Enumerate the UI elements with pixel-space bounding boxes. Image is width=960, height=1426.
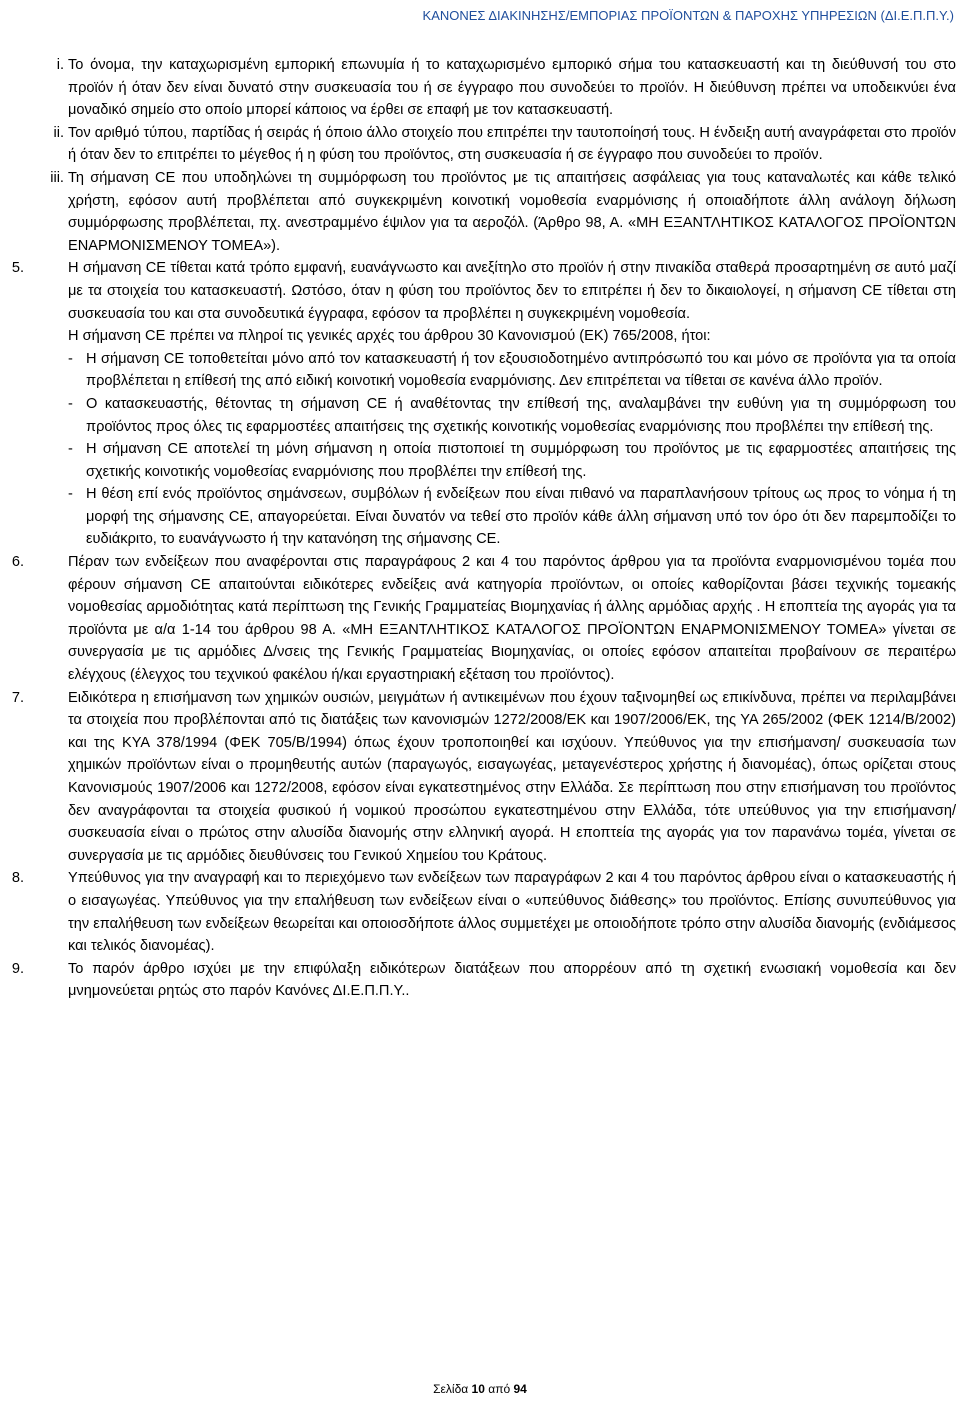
roman-text: Τη σήμανση CE που υποδηλώνει τη συμμόρφωση του προϊόντος με τις απαιτήσεις ασφάλειας για τους καταναλωτές και κάθε τελικό χρήστη, εφόσον αυτή προβλέπεται από συγκεκριμένη κοινοτική νομοθεσία εναρμόνισης ή οποιαδήποτε άλλη ανάλογη δήλωση συμμόρφωσης προβλέπεται, πχ. ανεστραμμένο έψιλον για τα αεροζόλ. (Άρθρο 98, Α. «ΜΗ ΕΞΑΝΤΛΗΤΙΚΟΣ ΚΑΤΑΛΟΓΟΣ ΠΡΟΪΟΝΤΩΝ ΕΝΑΡΜΟΝΙΣΜΕΝΟΥ ΤΟΜΕΑ»). (68, 169, 956, 254)
bullet-text: Η σήμανση CE αποτελεί τη μόνη σήμανση η οποία πιστοποιεί τη συμμόρφωση του προϊόντος με τις εφαρμοστέες απαιτήσεις της σχετικής κοινοτικής νομοθεσίας εναρμόνισης που προβλέπει την επίθεσή της. (86, 441, 956, 480)
item-text: Το παρόν άρθρο ισχύει με την επιφύλαξη ειδικότερων διατάξεων που απορρέουν από τη σχετική ενωσιακή νομοθεσία και δεν μνημονεύεται ρητώς στο παρόν Κανόνες ΔΙ.Ε.Π.Π.Υ.. (68, 960, 956, 1000)
roman-item (38, 54, 956, 122)
bullet-item (38, 438, 956, 483)
item-number: 8. (11, 870, 24, 887)
bullet-item (38, 483, 956, 551)
roman-label: i. (56, 57, 64, 73)
dash-marker: - (68, 441, 73, 458)
document-header (0, 8, 960, 23)
header-title: ΚΑΝΟΝΕΣ ΔΙΑΚΙΝΗΣΗΣ/ΕΜΠΟΡΙΑΣ ΠΡΟΪΟΝΤΩΝ & ΠΑΡΟΧΗΣ ΥΠΗΡΕΣΙΩΝ (ΔΙ.Ε.Π.Π.Υ.) (422, 8, 954, 23)
bullet-item (38, 393, 956, 438)
dash-marker: - (68, 350, 73, 367)
page-total: 94 (513, 1382, 527, 1396)
numbered-item-7 (11, 687, 956, 868)
item-number: 9. (11, 960, 24, 977)
item-text: Ειδικότερα η επισήμανση των χημικών ουσιών, μειγμάτων ή αντικειμένων που έχουν ταξινομηθεί ως επικίνδυνα, πρέπει να περιλαμβάνει τα στοιχεία που προβλέπονται από τις διατάξεις των κανονισμών 1272/2008/ΕΚ και 1907/2006/ΕΚ, της ΥΑ 265/2002 (ΦΕΚ 1214/Β/2002) και της ΚΥΑ 378/1994 (ΦΕΚ 705/Β/1994) όπως έχουν τροποποιηθεί και ισχύουν. Υπεύθυνος για την επισήμανση/ συσκευασία των χημικών προϊόντων είναι ο προμηθευτής αυτών (παραγωγός, εισαγωγέας, μεταγενέστερος χρήστης ή διανομέας), όπως ορίζεται στους Κανονισμούς 1907/2006 και 1272/2008, εφόσον είναι εγκατεστημένος στην Ελλάδα. Σε περίπτωση που στην επισήμανση του προϊόντος δεν αναγράφονται τα στοιχεία φυσικού ή νομικού προσώπου εγκατεστημένου στην Ελλάδα, τότε υπεύθυνος για την επισήμανση/συσκευασία είναι ο πρώτος στην αλυσίδα διανομής στην ελληνική αγορά. Η εποπτεία της αγοράς για τον παρανάνω τομέα, γίνεται σε συνεργασία με τις αρμόδιες διευθύνσεις του Γενικού Χημείου του Κράτους. (68, 689, 956, 864)
roman-label: iii. (50, 169, 64, 186)
bullet-item (38, 348, 956, 393)
item-number: 6. (11, 554, 24, 571)
bullet-text: Η θέση επί ενός προϊόντος σημάνσεων, συμβόλων ή ενδείξεων που είναι πιθανό να παραπλανήσουν τρίτους ως προς το νόημα ή τη μορφή της σήμανσης CE, απαγορεύεται. Είναι δυνατόν να τεθεί στο προϊόν κάθε άλλη σήμανση υπό τον όρο ότι δεν παρεμποδίζει το ευδιάκριτο, το ευανάγνωστο ή την κατανόηση της σήμανσης CE. (86, 486, 956, 548)
roman-text: Το όνομα, την καταχωρισμένη εμπορική επωνυμία ή το καταχωρισμένο εμπορικό σήμα του κατασκευαστή και τη διεύθυνσή του στο προϊόν ή όταν δεν είναι δυνατό στην συσκευασία του ή σε έγγραφο που συνοδεύει το προϊόν. Η διεύθυνση πρέπει να υποδεικνύει ένα μοναδικό σημείο στο οποίο μπορεί κάποιος να έρθει σε επαφή με τον κατασκευαστή. (68, 57, 956, 119)
item-text: Πέραν των ενδείξεων που αναφέρονται στις παραγράφους 2 και 4 του παρόντος άρθρου για τα προϊόντα εναρμονισμένου τομέα που φέρουν σήμανση CE απαιτούνται ειδικότερες ενδείξεις ανά κατηγορία προϊόντων, οι οποίες καθορίζονται βάσει τεχνικής τομεακής νομοθεσίας αρμοδιότητας κατά περίπτωση της Γενικής Γραμματείας Βιομηχανίας ή άλλης αρμόδιας αρχής . Η εποπτεία της αγοράς για τα προϊόντα με α/α 1-14 του άρθρου 98 Α. «ΜΗ ΕΞΑΝΤΛΗΤΙΚΟΣ ΚΑΤΑΛΟΓΟΣ ΠΡΟΪΟΝΤΩΝ ΕΝΑΡΜΟΝΙΣΜΕΝΟΥ ΤΟΜΕΑ» γίνεται σε συνεργασία με τις αρμόδιες Δ/νσεις της Γενικής Γραμματείας Βιομηχανίας, οι οποίες εφόσον απαιτείται προβαίνουν σε περαιτέρω ελέγχους (έλεγχος του τεχνικού φακέλου ή/και εργαστηριακή εξέταση του προϊόντος). (68, 554, 956, 684)
roman-label: ii. (53, 124, 64, 141)
numbered-item-5 (11, 257, 956, 325)
item-number: 7. (11, 689, 24, 706)
roman-item (38, 122, 956, 167)
page-footer (0, 1382, 960, 1396)
dash-marker: - (68, 395, 73, 412)
page-number: 10 (471, 1382, 485, 1396)
roman-item (38, 167, 956, 257)
numbered-item-9 (11, 958, 956, 1003)
item-text: Η σήμανση CE τίθεται κατά τρόπο εμφανή, ευανάγνωστο και ανεξίτηλο στο προϊόν ή στην πινακίδα σταθερά προσαρτημένη σε αυτό μαζί με τα στοιχεία του κατασκευαστή. Ωστόσο, όταν η φύση του προϊόντος δεν το επιτρέπει ή δεν το δικαιολογεί, η σήμανση CE τίθεται στη συσκευασία του και στα συνοδευτικά έγγραφα, εφόσον τα προβλέπει η συγκεκριμένη νομοθεσία. (68, 260, 956, 322)
footer-middle: από (488, 1382, 511, 1396)
roman-text: Τον αριθμό τύπου, παρτίδας ή σειράς ή όποιο άλλο στοιχείο που επιτρέπει την ταυτοποίησή τους. Η ένδειξη αυτή αναγράφεται στο προϊόν ή όταν δεν το επιτρέπει το μέγεθος ή η φύση του προϊόντος, στη συσκευασία ή σε έγγραφο που συνοδεύει το προϊόν. (68, 124, 956, 164)
document-body (11, 54, 956, 1003)
intro-text: Η σήμανση CE πρέπει να πληροί τις γενικές αρχές του άρθρου 30 Κανονισμού (ΕΚ) 765/2008, ήτοι: (68, 328, 711, 345)
numbered-item-6 (11, 551, 956, 687)
item-text: Υπεύθυνος για την αναγραφή και το περιεχόμενο των ενδείξεων των παραγράφων 2 και 4 του παρόντος άρθρου είναι ο κατασκευαστής ή ο εισαγωγέας. Υπεύθυνος για την επαλήθευση των ενδείξεων είναι ο «υπεύθυνος διάθεσης» του προϊόντος. Επίσης συνυπεύθυνος για την επαλήθευση των ενδείξεων θεωρείται και οποιοσδήποτε άλλος συμμετέχει με οποιοδήποτε τρόπο στην αλυσίδα διανομής (ενδιάμεσος και τελικός διανομέας). (68, 870, 956, 955)
item-number: 5. (11, 260, 24, 277)
item-5-intro (38, 325, 956, 348)
numbered-item-8 (11, 867, 956, 957)
bullet-text: Η σήμανση CE τοποθετείται μόνο από τον κατασκευαστή ή τον εξουσιοδοτημένο αντιπρόσωπό του και μόνο σε προϊόντα για τα οποία προβλέπεται η επίθεσή της από ειδική κοινοτική νομοθεσία εναρμόνισης. Δεν επιτρέπεται να τίθεται σε κανένα άλλο προϊόν. (86, 350, 956, 390)
bullet-text: Ο κατασκευαστής, θέτοντας τη σήμανση CE ή αναθέτοντας την επίθεσή της, αναλαμβάνει την ευθύνη για τη συμμόρφωση του προϊόντος προς όλες τις εφαρμοστέες απαιτήσεις της σχετικής κοινοτικής νομοθεσίας εναρμόνισης που προβλέπει την επίθεσή της. (86, 395, 956, 435)
dash-marker: - (68, 486, 73, 503)
footer-prefix: Σελίδα (433, 1382, 469, 1396)
